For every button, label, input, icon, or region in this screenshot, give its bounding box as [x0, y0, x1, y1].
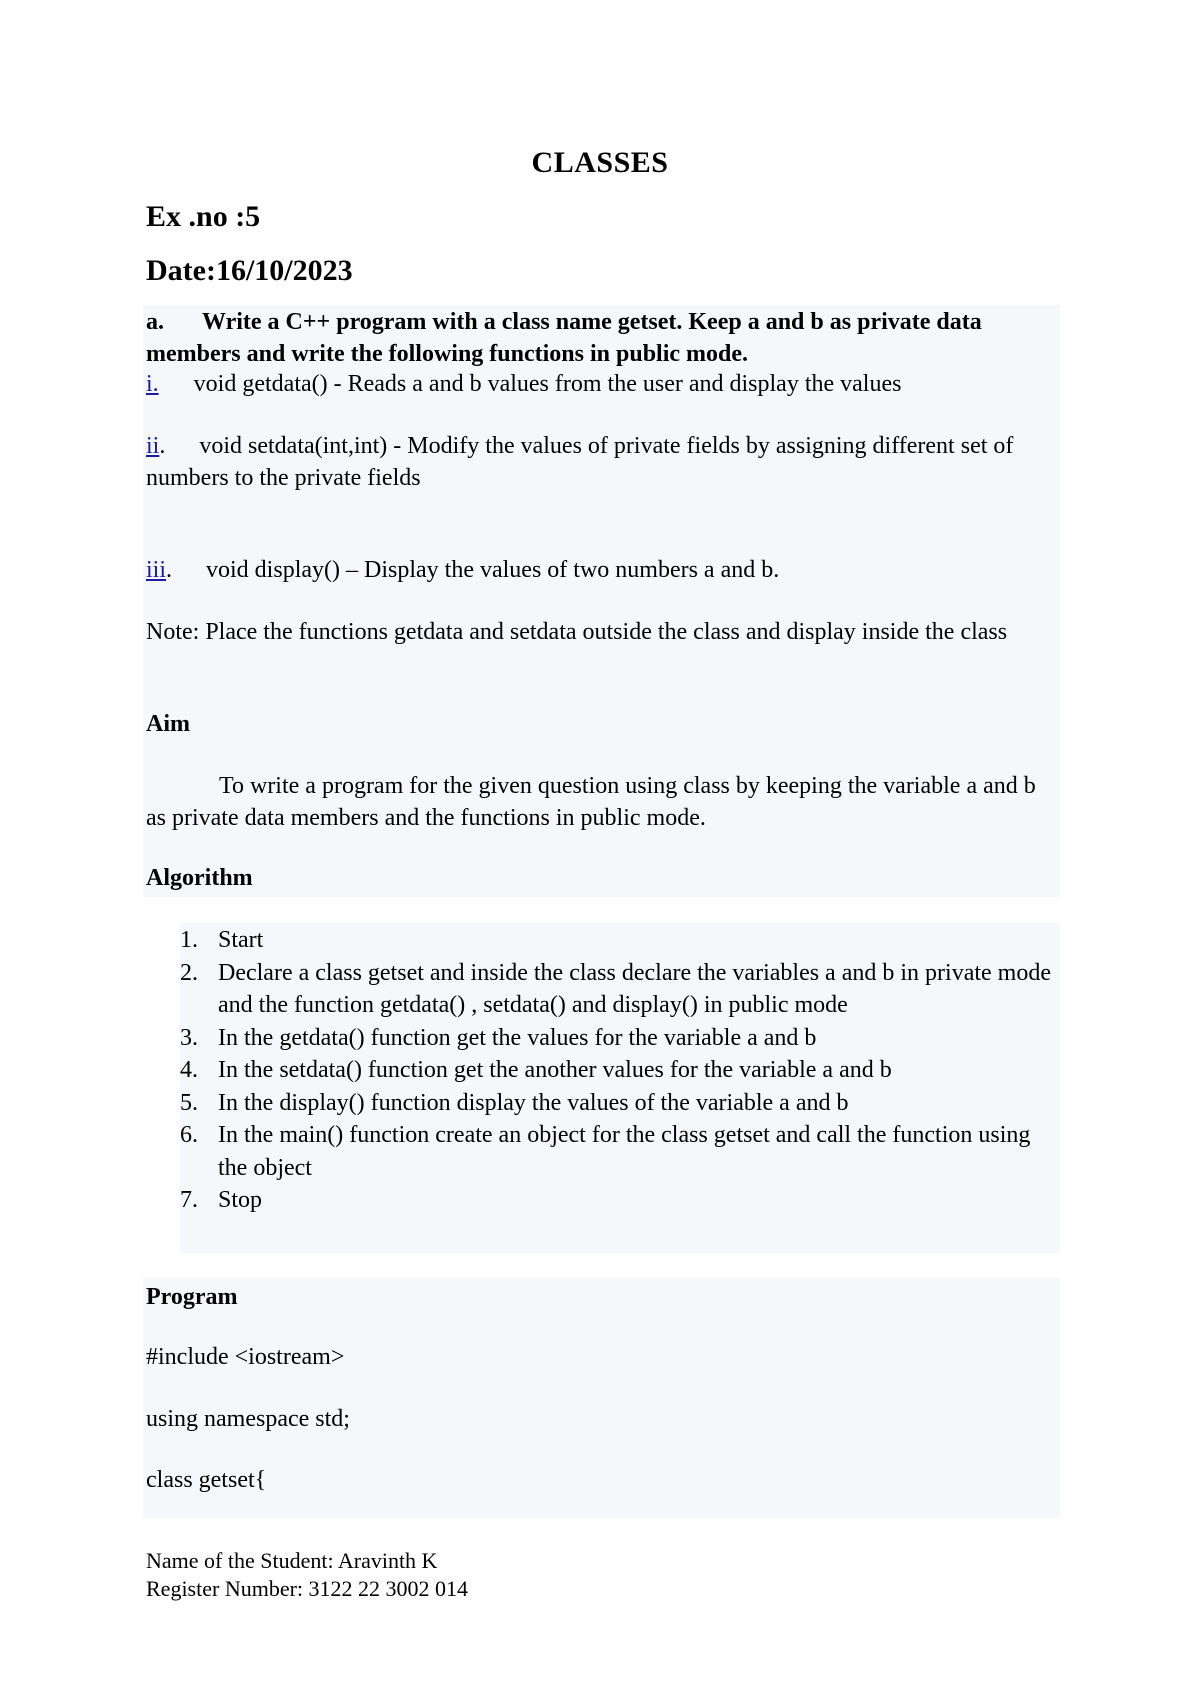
- list-item: 6. In the main() function create an object for the class getset and call the function using the object: [180, 1122, 1031, 1181]
- aim-paragraph: To write a program for the given question using class by keeping the variable a and b as private data members and the functions in public mode.: [146, 773, 1036, 831]
- subitem-marker-link[interactable]: ii: [146, 433, 160, 459]
- list-item: 7. Stop: [180, 1187, 263, 1213]
- aim-heading: Aim: [146, 711, 190, 737]
- question-label: a.: [146, 309, 164, 335]
- code-line: using namespace std;: [146, 1406, 350, 1432]
- subitem-text: void display() – Display the values of two numbers a and b.: [206, 557, 780, 583]
- exercise-date: Date:16/10/2023: [146, 254, 353, 287]
- student-name: Name of the Student: Aravinth K: [146, 1548, 438, 1573]
- subitem-text: void getdata() - Reads a and b values from the user and display the values: [193, 371, 902, 397]
- subitem-setdata: ii. void setdata(int,int) - Modify the values of private fields by assigning different set of numbers to the private fields: [146, 433, 1014, 491]
- page-title: CLASSES: [531, 146, 669, 179]
- list-item: 3. In the getdata() function get the values for the variable a and b: [180, 1024, 817, 1051]
- subitem-display: iii. void display() – Display the values of two numbers a and b.: [146, 557, 780, 583]
- code-line: #include <iostream>: [146, 1344, 345, 1370]
- list-item: 4. In the setdata() function get the another values for the variable a and b: [180, 1057, 892, 1083]
- note-paragraph: Note: Place the functions getdata and setdata outside the class and display inside the class: [146, 619, 1008, 645]
- question-a: [146, 306, 1026, 370]
- page-footer: [146, 1547, 468, 1603]
- list-item: 1. Start: [180, 927, 264, 953]
- algorithm-heading: Algorithm: [146, 865, 253, 891]
- subitem-getdata: [146, 368, 1046, 400]
- program-shading: [143, 1278, 1060, 1518]
- exercise-number: Ex .no :5: [146, 200, 261, 233]
- algorithm-list: [180, 924, 1060, 1217]
- program-heading: Program: [146, 1284, 238, 1310]
- register-number: Register Number: 3122 22 3002 014: [146, 1576, 469, 1601]
- code-line: class getset{: [146, 1467, 267, 1493]
- list-item: 2. Declare a class getset and inside the class declare the variables a and b in private mode and the function getdata() , setdata() and display() in public mode: [180, 959, 1051, 1018]
- subitem-marker-link[interactable]: iii: [146, 557, 167, 583]
- subitem-text: void setdata(int,int) - Modify the values of private fields by assigning different set of numbers to the private fields: [146, 433, 1014, 491]
- question-text: Write a C++ program with a class name getset. Keep a and b as private data members and write the following functions in public mode.: [146, 309, 982, 367]
- subitem-marker-link[interactable]: i.: [146, 371, 159, 397]
- list-item: 5. In the display() function display the values of the variable a and b: [180, 1089, 849, 1116]
